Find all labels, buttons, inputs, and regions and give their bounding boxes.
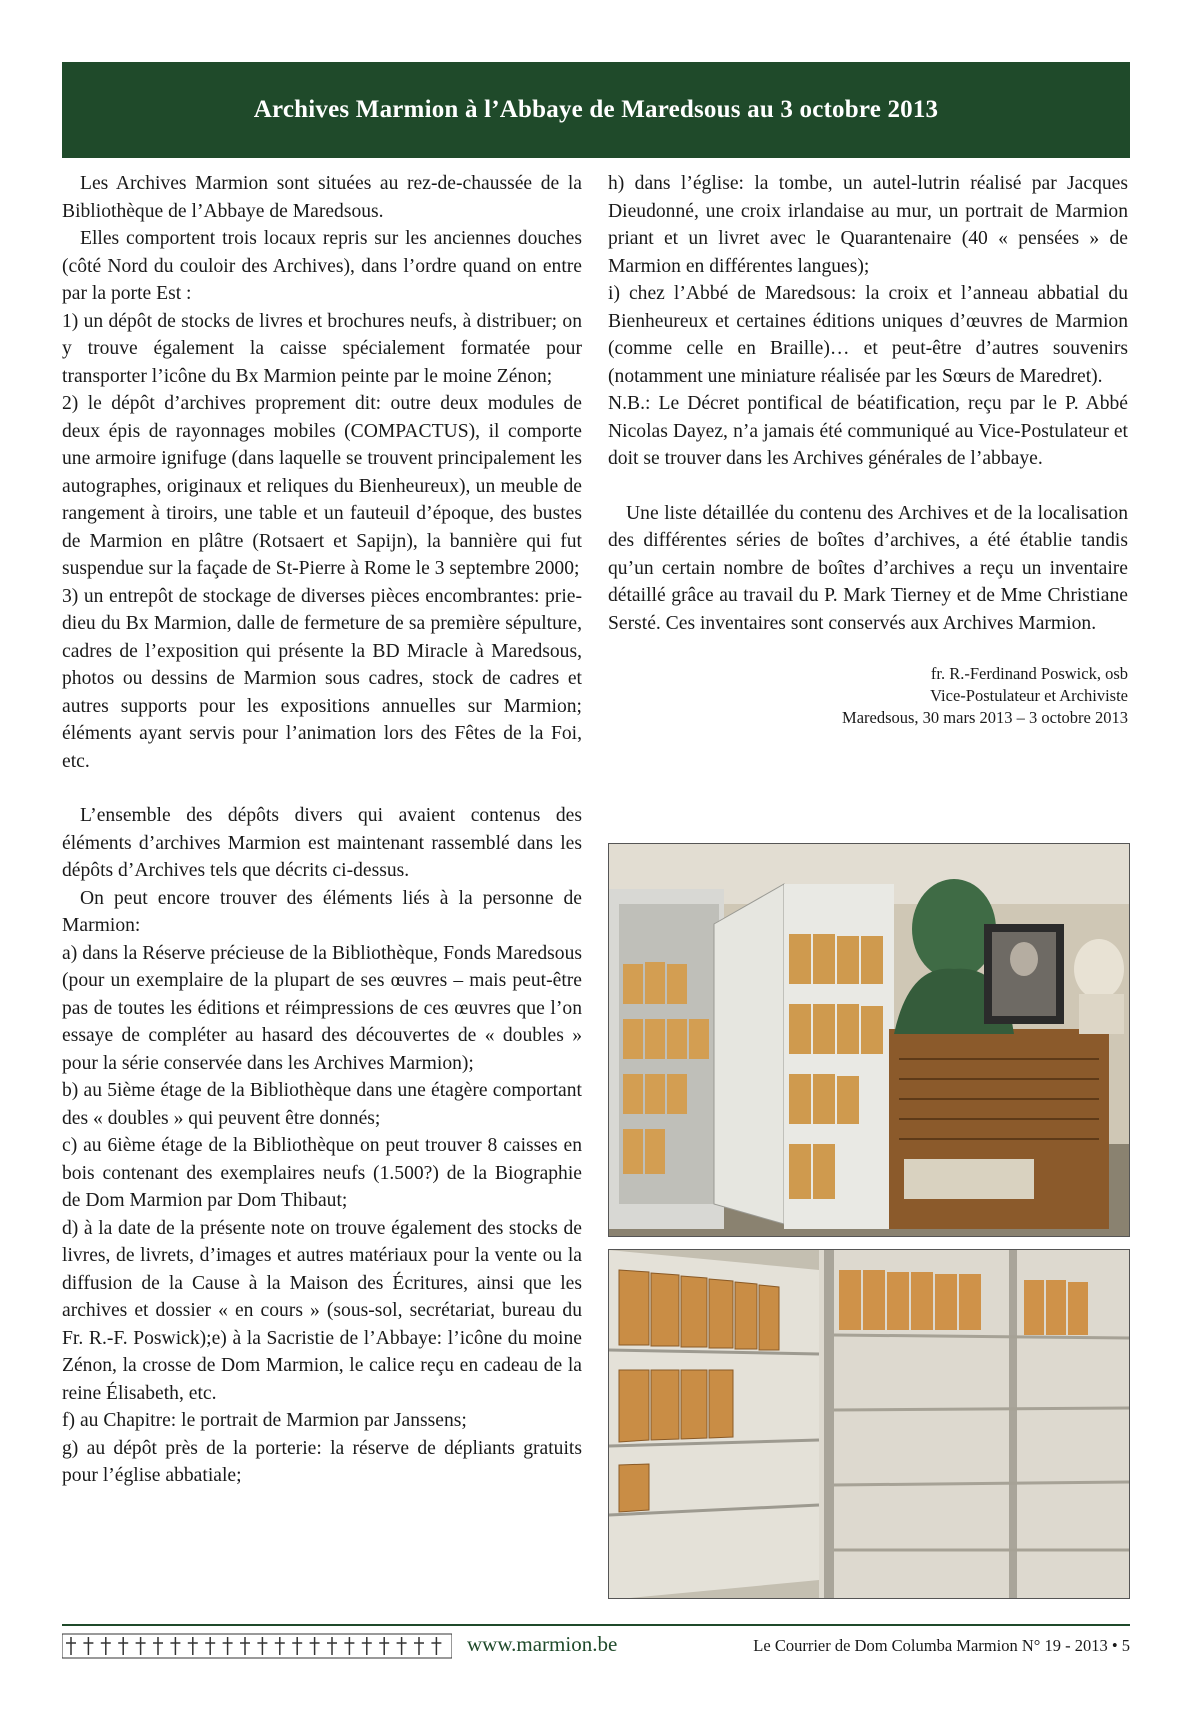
archive-shelves-image [609, 1250, 1130, 1599]
left-paragraph: g) au dépôt près de la porterie: la réserve de dépliants gratuits pour l’église abbatiale; [62, 1437, 582, 1486]
right-paragraph: i) chez l’Abbé de Maredsous: la croix et l’anneau abbatial du Bienheureux et certaines éditions uniques d’œuvres de Marmion (comme celle en Braille)… et peut-être d’autres souvenirs (notamment une miniature réalisée par les Sœurs de Maredret). [608, 283, 1128, 387]
right-column-text [608, 170, 1128, 637]
right-paragraph: Une liste détaillée du contenu des Archives et de la localisation des différentes séries de boîtes d’archives, a été établie tandis qu’un certain nombre de boîtes d’archives a reçu un inventaire détaillé grâce au travail du P. Mark Tierney et de Mme Christiane Sersté. Ces inventaires sont conservés aux Archives Marmion. [608, 502, 1128, 634]
left-paragraph: Les Archives Marmion sont situées au rez-de-chaussée de la Bibliothèque de l’Abbaye de Maredsous. [62, 173, 582, 222]
right-paragraph: h) dans l’église: la tombe, un autel-lutrin réalisé par Jacques Dieudonné, une croix irlandaise au mur, un portrait de Marmion priant et un livret avec le Quarantenaire (40 « pensées » de Marmion en différentes langues); [608, 173, 1128, 277]
archive-room-image [609, 844, 1130, 1237]
right-paragraph: N.B.: Le Décret pontifical de béatification, reçu par le P. Abbé Nicolas Dayez, n’a jamais été communiqué au Vice-Postulateur et doit se trouver dans les Archives générales de l’abbaye. [608, 393, 1128, 469]
left-paragraph: 1) un dépôt de stocks de livres et brochures neufs, à distribuer; on y trouve également la caisse spécialement formatée pour transporter l’icône du Bx Marmion peinte par le moine Zénon; [62, 310, 582, 387]
signature-name: fr. R.-Ferdinand Poswick, osb [930, 664, 1128, 683]
left-paragraph: f) au Chapitre: le portrait de Marmion par Janssens; [62, 1410, 467, 1431]
paragraph-gap [62, 775, 582, 802]
cross-ornament-icon [62, 1632, 452, 1660]
footer-rule [62, 1624, 1130, 1626]
left-paragraph: 2) le dépôt d’archives proprement dit: outre deux modules de deux épis de rayonnages mobiles (COMPACTUS), il comporte une armoire ignifuge (dans laquelle se trouvent principalement les autographes, originaux et reliques du Bienheureux), un meuble de rangement à tiroirs, une table et un fauteuil d’époque, des bustes de Marmion en plâtre (Rotsaert et Sapijn), la bannière qui fut suspendue sur la façade de St-Pierre à Rome le 3 septembre 2000; [62, 393, 582, 579]
signature-role: Vice-Postulateur et Archiviste [930, 686, 1128, 705]
left-paragraph: c) au 6ième étage de la Bibliothèque on peut trouver 8 caisses en bois contenant des exemplaires neufs (1.500?) de la Biographie de Dom Marmion par Dom Thibaut; [62, 1135, 582, 1211]
publication-info: Le Courrier de Dom Columba Marmion N° 19 - 2013 • 5 [753, 1636, 1130, 1655]
left-paragraph: Elles comportent trois locaux repris sur les anciennes douches (côté Nord du couloir des Archives), dans l’ordre quand on entre par la porte Est : [62, 228, 582, 304]
left-paragraph: L’ensemble des dépôts divers qui avaient contenus des éléments d’archives Marmion est maintenant rassemblé dans les dépôts d’Archives tels que décrits ci-dessus. [62, 805, 582, 881]
left-paragraph: a) dans la Réserve précieuse de la Bibliothèque, Fonds Maredsous (pour un exemplaire de la plupart de ses œuvres – mais peut-être pas de toutes les éditions et réimpressions de ces œuvres que l’on essaye de compléter au hasard des découvertes de « doubles » pour la série conservée dans les Archives Marmion); [62, 942, 582, 1074]
left-paragraph: On peut encore trouver des éléments liés à la personne de Marmion: [62, 887, 582, 936]
left-paragraph: d) à la date de la présente note on trouve également des stocks de livres, de livrets, d’images et autres matériaux pour la vente ou la diffusion de la Cause à la Maison des Écritures, ainsi que les archives et dossier « en cours » (sous-sol, secrétariat, bureau du Fr. R.-F. Poswick);e) à la Sacristie de l’Abbaye: l’icône du moine Zénon, la crosse de Dom Marmion, le calice reçu en cadeau de la reine Élisabeth, etc. [62, 1217, 582, 1404]
signature-block [608, 663, 1128, 729]
title-banner [62, 62, 1130, 158]
archive-shelves-photo [608, 1249, 1130, 1599]
left-paragraph: 3) un entrepôt de stockage de diverses pièces encombrantes: prie-dieu du Bx Marmion, dalle de fermeture de sa première sépulture, cadres de l’exposition qui présente la BD Miracle à Maredsous, photos ou dessins de Marmion sous cadres, stock de cadres et autres supports pour les expositions annuelles sur Marmion; éléments ayant servis pour l’animation lors des Fêtes de la Foi, etc. [62, 585, 582, 772]
left-paragraph: b) au 5ième étage de la Bibliothèque dans une étagère comportant des « doubles » qui peuvent être donnés; [62, 1080, 582, 1129]
website-link[interactable]: www.marmion.be [467, 1632, 618, 1656]
page-title: Archives Marmion à l’Abbaye de Maredsous au 3 octobre 2013 [253, 96, 939, 123]
left-column [62, 170, 582, 1490]
page-footer [62, 1624, 1130, 1666]
right-column [608, 170, 1128, 729]
signature-date: Maredsous, 30 mars 2013 – 3 octobre 2013 [842, 708, 1128, 727]
paragraph-gap [608, 473, 1128, 500]
archive-room-photo [608, 843, 1130, 1237]
